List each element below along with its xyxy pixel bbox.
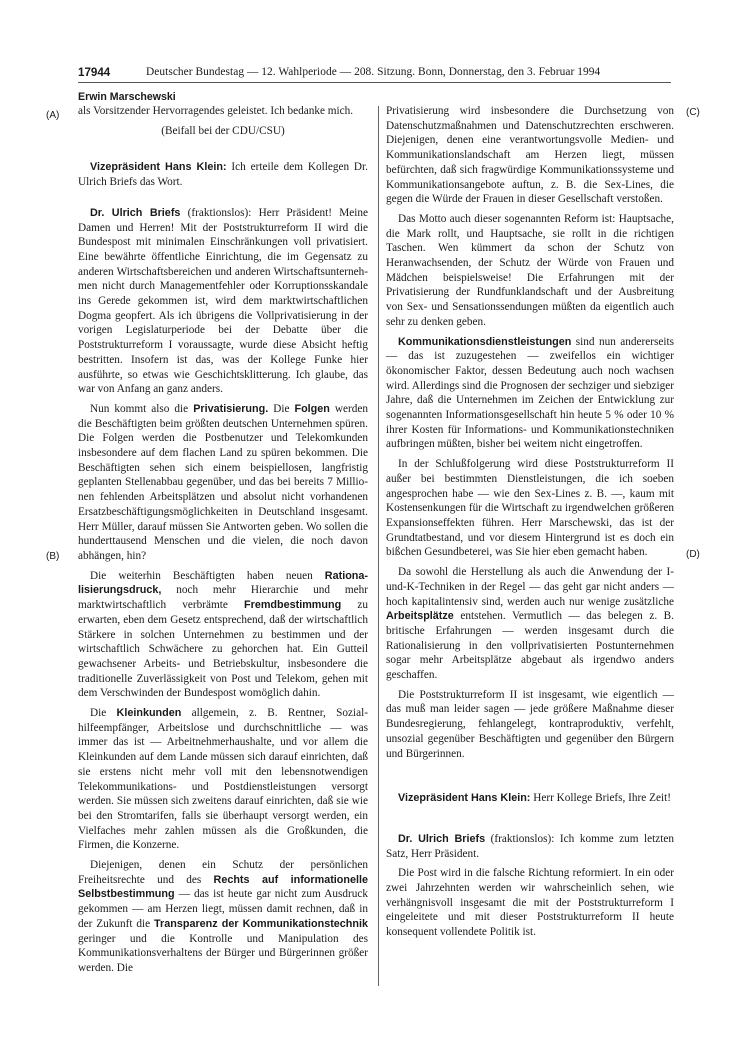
paragraph: Die Post wird in die falsche Richtung reformiert. In ein oder zwei Jahrzehnten werden wir wahrscheinlich sehen, wie verhängnisvoll insgesamt die mit der Poststrukturreform I eingeleitete und mit dieser Poststrukturreform II heute konsequent vollendete Politik ist. <box>386 867 674 939</box>
text-run: Die <box>268 402 295 415</box>
margin-mark-c: (C) <box>686 107 700 118</box>
text-run: sind nun andererseits — das ist zuzugestehen — zweifellos ein wichtiger ökonomischer Faktor, dessen Bedeutung auch noch wachsen wird. Allerdings sind die Prognosen der sechziger und siebziger Jahre, daß die Unternehmen im Zeichen der Entwicklung zur sogenannten Informationsgesellschaft hin heute 5 % oder 10 % ihrer Kosten für Informations- und Kommunikationstechniken aufbringen müßten, bisher bei weitem nicht eingetroffen. <box>386 335 674 451</box>
paragraph: Das Motto auch dieser sogenannten Reform ist: Hauptsache, die Mark rollt, und Hauptsache, sie rollt in die richtigen Taschen. Wen kümmert da schon der Schutz von Heranwachsenden, der Schutz der Würde von Frauen und Mädchen beispielsweise! Die Erfahrungen mit der Privatisierung der Rundfunklandschaft und der Ausbreitung von Sex- und Sensationssendungen müßten da eigentlich auch sehr zu denken geben. <box>386 212 674 328</box>
running-speaker: Erwin Marschewski <box>78 91 176 103</box>
paragraph <box>78 569 368 701</box>
text-run: Die weiterhin Beschäftigten haben neuen <box>90 569 325 582</box>
applause-note: (Beifall bei der CDU/CSU) <box>161 124 285 137</box>
bold-term: Folgen <box>294 402 330 415</box>
paragraph <box>78 160 368 189</box>
text-run: noch mehr Hierarchie und mehr marktwirtschaftlich verbrämte <box>78 584 368 612</box>
bold-term: Fremdbestimmung <box>244 599 342 612</box>
text-run: zu erwarten, eben dem Gesetz entsprechend, daß der wirtschaftlich Stärkere in solchen Unternehmen zu bestimmen und der wirtschaftlich Schwächere zu gehorchen hat. Ein Gutteil gewachsener Arbeits- und Betriebskultur, insbesondere die traditionelle Zuverlässigkeit von Post und Telekom, gehen mit dem Verschwinden der Bundespost womöglich dahin. <box>78 599 368 700</box>
margin-mark-d: (D) <box>686 549 700 560</box>
right-column <box>386 104 674 945</box>
page-number: 17944 <box>78 66 111 79</box>
header-rule <box>78 82 671 83</box>
bold-term: Arbeitsplätze <box>386 610 454 623</box>
paragraph-text: (fraktionslos): Ich komme zum letzten Satz, Herr Präsident. <box>386 832 674 860</box>
paragraph <box>386 832 674 861</box>
text-run: allgemein, z. B. Rentner, Sozialhilfeempfänger, Arbeitslose und durchschnittliche — was immer das ist — Arbeitnehmerhaushalte, und vor allem die Kleinkunden auf dem Lande müssen sich darauf einrichten, daß sie erstens nicht mehr voll mit den lebensnotwendigen Telekommunikations- und Postdienstleistungen versorgt werden. Sie müssen sich zweitens darauf einrichten, daß sie wie bei den Stromtarifen, falls sie überhaupt versorgt werden, ein Vielfaches mehr zahlen müssen als die Großkunden, die Firmen, die Konzerne. <box>78 707 368 852</box>
speaker-name: Dr. Ulrich Briefs <box>398 832 486 845</box>
text-run: — das ist heute gar nicht zum Ausdruck gekommen — am Herzen liegt, müssen damit rechnen, daß in der Zukunft die <box>78 888 368 930</box>
paragraph <box>386 791 674 806</box>
paragraph <box>386 565 674 683</box>
speaker-name: Vizepräsident Hans Klein: <box>398 792 531 805</box>
text-run: Diejenigen, denen ein Schutz der persönlichen Freiheitsrechte und des <box>78 859 368 886</box>
paragraph <box>386 335 674 453</box>
paragraph <box>78 706 368 853</box>
paragraph-text: (fraktionslos): Herr Präsident! Meine Damen und Herren! Mit der Poststrukturreform II wird die Bundespost mit minimalen Einschränkungen voll privatisiert. Eine bewährte öffentliche Einrichtung, die im Gegensatz zu anderen Wirtschaftsbereichen und anderen Wirtschaftsunternehmen nicht durch Managementfehler oder Korruptionsskandale ins Gerede gekommen ist, wird dem marktwirtschaftlichen Dogma geopfert. Als ich übrigens die Vollprivatisierung in der vorigen Legislaturperiode bei der Debatte über die Poststrukturreform I voraussagte, wurde diese Absicht heftig bestritten. Insofern ist das, was der Kollege Funke hier ausführte, so etwas wie Geschichtsklitterung. Ich glaube, das war von Anfang an ganz anders. <box>78 206 368 396</box>
page-header <box>78 66 678 82</box>
paragraph: Die Poststrukturreform II ist insgesamt, wie eigentlich — das muß man leider sagen — jede größere Maßnahme dieser Bundesregierung, fehlangelegt, kontraproduktiv, verfehlt, unsozial gegenüber Beschäftigten und gegenüber den Bürgern und Bürgerinnen. <box>386 688 674 760</box>
margin-mark-b: (B) <box>46 551 60 562</box>
paragraph-text: Herr Kollege Briefs, Ihre Zeit! <box>530 792 671 805</box>
paragraph-text: Ich erteile dem Kollegen Dr. Ulrich Briefs das Wort. <box>78 161 368 189</box>
paragraph: Privatisierung wird insbesondere die Durchsetzung von Datenschutzmaßnahmen und Datenschutzrechten erschweren. Diejenigen, denen eine verantwortungsvolle Medien- und Kommunikationslandschaft am Herzen liegt, müssen befürchten, daß sich fragwürdige Kommunikationssysteme und Kommunikationsangebote auftun, z. B. die Sex-Lines, die gegen die Würde der Frauen in dieser Gesellschaft verstoßen. <box>386 105 674 206</box>
margin-mark-a: (A) <box>46 110 60 121</box>
text-run: Die <box>90 707 117 720</box>
left-column <box>78 104 368 981</box>
bold-term: Rationalisierungsdruck, <box>78 569 368 597</box>
bold-term: Kommunikationsdienstleistungen <box>398 335 572 348</box>
paragraph: als Vorsitzender Hervorragendes geleistet. Ich bedanke mich. <box>78 105 354 117</box>
text-run: geringer und die Kontrolle und Manipulation des Kommunikationsverhaltens der Bürger und Bürgerinnen größer werden. Die <box>78 932 368 974</box>
bold-term: Kleinkunden <box>116 707 182 720</box>
text-run: Nun kommt also die <box>90 402 194 415</box>
paragraph: In der Schlußfolgerung wird diese Poststrukturreform II außer bei bestimmten Dienstleistungen, die ich soeben angesprochen habe — wie den Sex-Lines z. B. —, kaum mit Kostensenkungen für die Wirtschaft zu irgendwelchen größeren Expansionseffekten führen. Herr Marschewski, das ist der Grundtatbestand, und vor diesem Hintergrund ist es doch ein bißchen Gesundbeterei, was Sie hier eben gemacht haben. <box>386 458 674 559</box>
column-divider <box>378 106 379 986</box>
text-run: entstehen. Vermutlich — das belegen z. B. britische Erfahrungen — werden insgesamt durch die Rationalisierung in den vollprivatisierten Postunternehmen sogar mehr Arbeitsplätze abgebaut als irgendwo anders geschaffen. <box>386 610 674 682</box>
bold-term: Privatisierung. <box>193 402 269 415</box>
bold-term: Rechts auf informationelle Selbstbestimmung <box>78 873 368 901</box>
paragraph <box>78 402 368 564</box>
paragraph <box>78 858 368 976</box>
header-info: Deutscher Bundestag — 12. Wahlperiode — 208. Sitzung. Bonn, Donnerstag, den 3. Februar 1994 <box>146 66 601 78</box>
bold-term: Transparenz der Kommunikationstechnik <box>154 917 368 930</box>
text-run: Da sowohl die Herstellung als auch die Anwendung der I-und-K-Techniken in der Regel — das geht gar nicht anders — hoch kapitalintensiv sind, werden auch nur wenige zusätzliche <box>386 566 674 608</box>
paragraph <box>78 206 368 397</box>
speaker-name: Vizepräsident Hans Klein: <box>90 161 227 174</box>
text-run: werden die Beschäftigten beim größten deutschen Unternehmen spüren. Die Folgen werden die Postbenutzer und Telekomkunden insbesondere auf dem flachen Land zu spüren bekommen. Die Beschäftigten sehen sich einem beispiellosen, langfristig geplanten Stellenabbau gegenüber, und das bei bereits 7 Millionen fehlenden Arbeitsplätzen und absolut nicht vorhandenen Ersatzbeschäftigungsmöglichkeiten in Deutschland insgesamt. Herr Müller, darauf müssen Sie Antworten geben. Wo sollen die hunderttausend Menschen und die vielen, die noch davon abhängen, hin? <box>78 402 368 562</box>
speaker-name: Dr. Ulrich Briefs <box>90 206 181 219</box>
